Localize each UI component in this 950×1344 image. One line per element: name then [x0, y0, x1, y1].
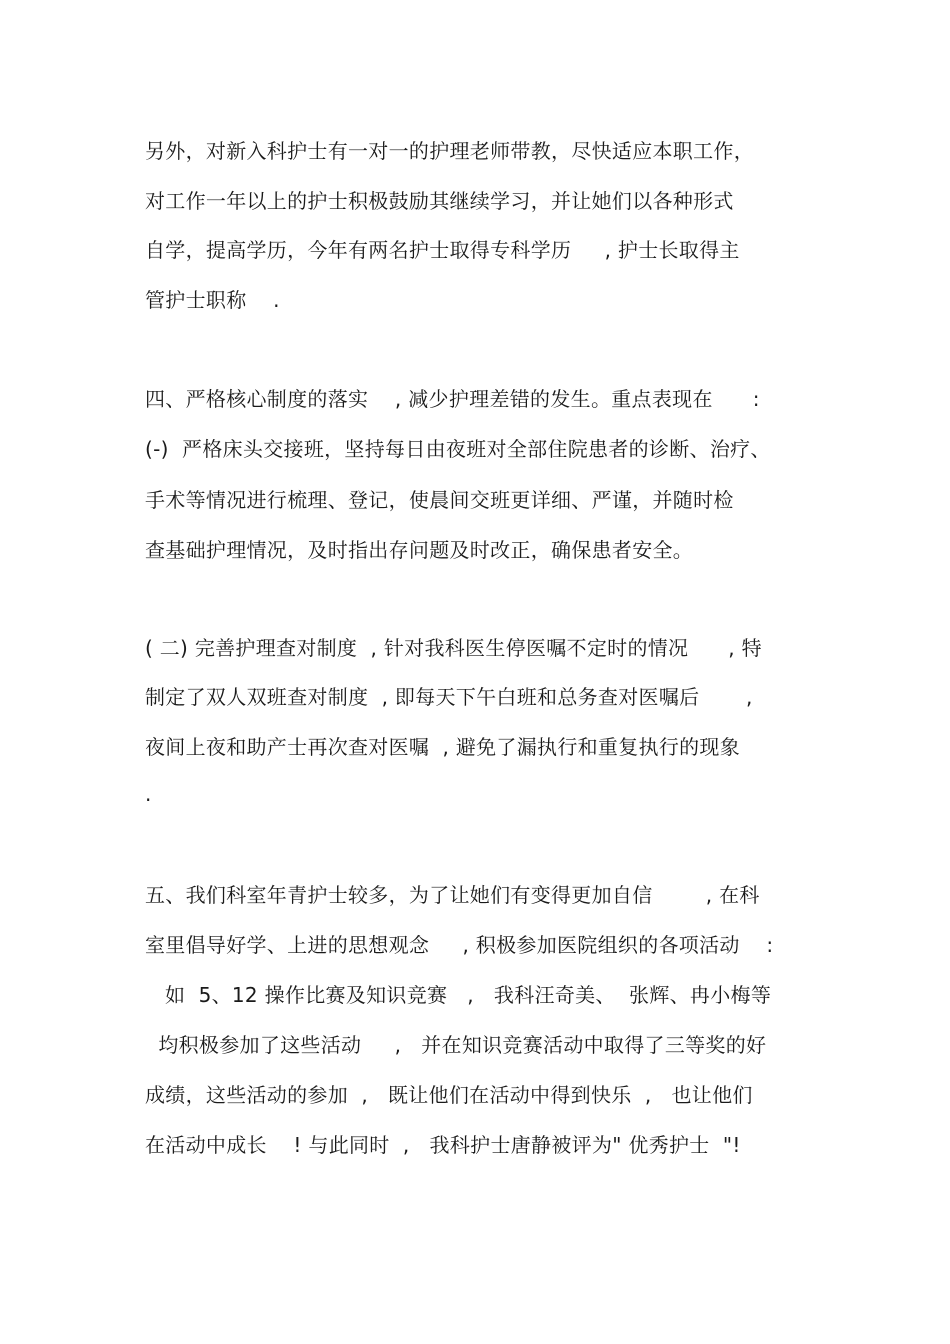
text-line: 自学，提高学历，今年有两名护士取得专科学历 , 护士长取得主: [145, 238, 740, 262]
text-line: 制定了双人双班查对制度 , 即每天下午白班和总务查对医嘱后 ,: [145, 685, 753, 709]
text-line: 室里倡导好学、上进的思想观念 , 积极参加医院组织的各项活动 :: [145, 933, 774, 957]
text-line: 另外，对新入科护士有一对一的护理老师带教，尽快适应本职工作，: [145, 139, 754, 163]
text-line: 如 5、12 操作比赛及知识竞赛 , 我科汪奇美、 张辉、冉小梅等: [145, 983, 772, 1007]
text-line: 均积极参加了这些活动 , 并在知识竞赛活动中取得了三等奖的好: [145, 1033, 767, 1057]
section-heading: 四、严格核心制度的落实 , 减少护理差错的发生。重点表现在 :: [145, 387, 760, 411]
text-line: 对工作一年以上的护士积极鼓励其继续学习，并让她们以各种形式: [145, 189, 734, 213]
text-line: 管护士职称 .: [145, 288, 280, 312]
text-line: .: [145, 782, 152, 806]
text-line: 成绩，这些活动的参加 , 既让他们在活动中得到快乐 , 也让他们: [145, 1083, 753, 1107]
text-line: 夜间上夜和助产士再次查对医嘱 , 避免了漏执行和重复执行的现象: [145, 735, 741, 759]
text-line: 在活动中成长 ! 与此同时 , 我科护士唐静被评为" 优秀护士 "!: [145, 1133, 741, 1157]
text-line: (-) 严格床头交接班，坚持每日由夜班对全部住院患者的诊断、治疗、: [145, 437, 771, 461]
text-line: 手术等情况进行梳理、登记，使晨间交班更详细、严谨，并随时检: [145, 488, 734, 512]
text-line: 查基础护理情况，及时指出存问题及时改正，确保患者安全。: [145, 538, 694, 562]
section-heading: 五、我们科室年青护士较多，为了让她们有变得更加自信 , 在科: [145, 883, 760, 907]
text-line: ( 二) 完善护理查对制度 , 针对我科医生停医嘱不定时的情况 , 特: [145, 636, 762, 660]
